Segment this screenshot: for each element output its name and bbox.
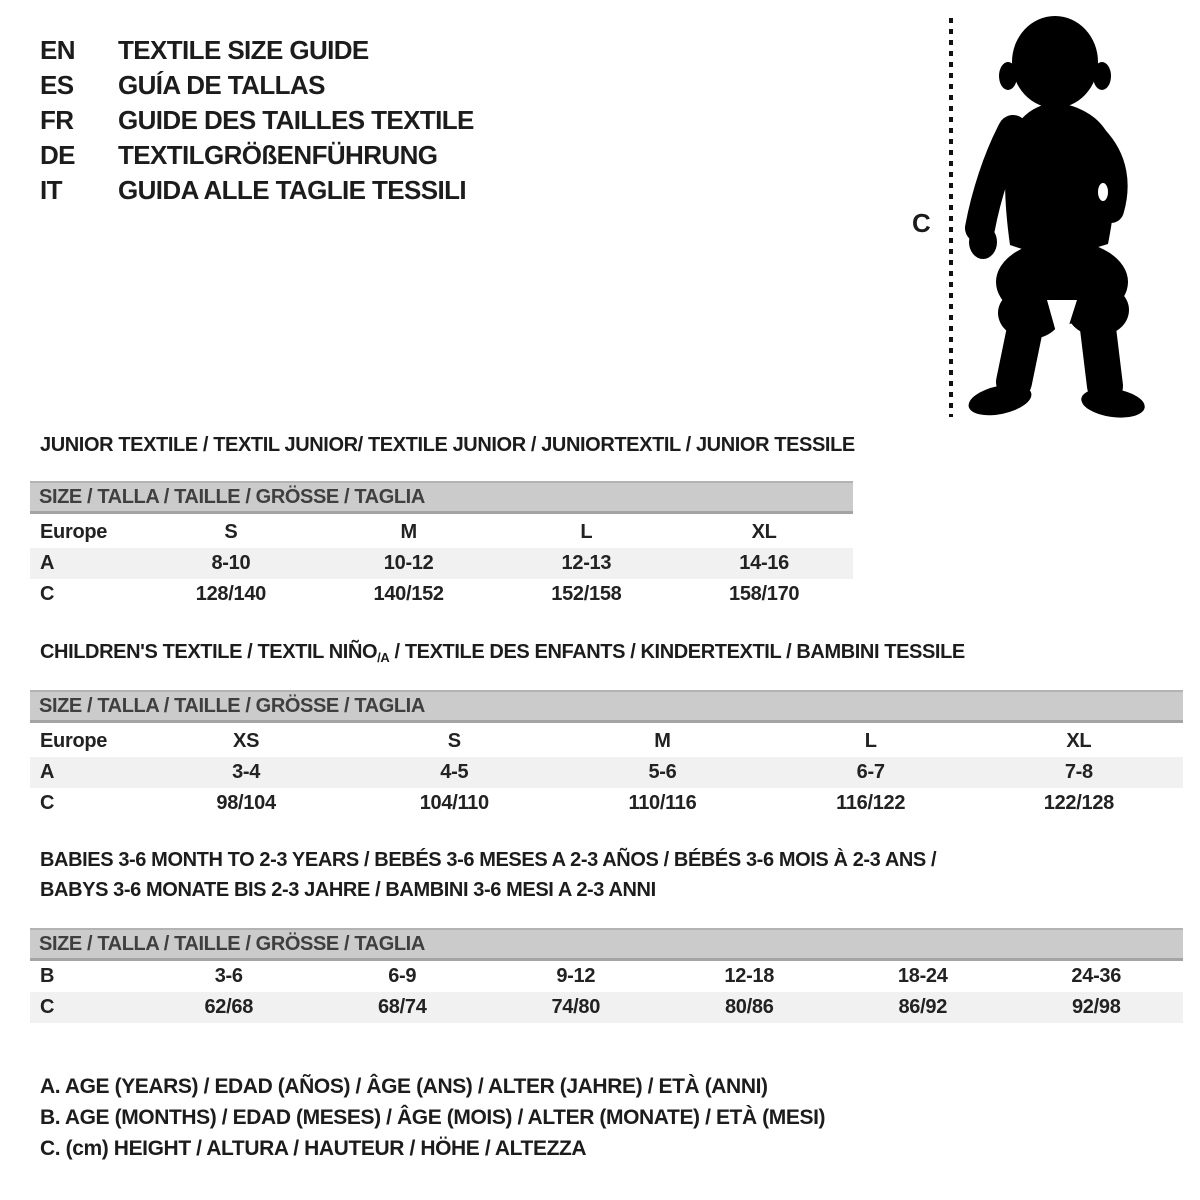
children-height-row <box>30 788 1183 819</box>
value-cell: 6-7 <box>856 761 885 783</box>
babies-size-header-bar: SIZE / TALLA / TAILLE / GRÖSSE / TAGLIA <box>30 928 1183 961</box>
junior-column-header-row <box>30 517 853 548</box>
language-row-de <box>40 138 474 173</box>
col-header-cell: Europe <box>40 730 108 752</box>
value-cell: 158/170 <box>729 583 800 605</box>
col-header-cell: M <box>400 521 417 543</box>
language-code: EN <box>40 35 75 65</box>
guide-title-es: GUÍA DE TALLAS <box>118 70 325 100</box>
value-cell: 92/98 <box>1071 996 1121 1018</box>
value-cell: 116/122 <box>836 792 906 814</box>
value-cell: 62/68 <box>204 996 254 1018</box>
language-code: FR <box>40 105 74 135</box>
value-cell: 104/110 <box>419 792 489 814</box>
value-cell: 122/128 <box>1043 792 1114 814</box>
children-age-row <box>30 757 1183 788</box>
language-row-es <box>40 68 474 103</box>
language-code: ES <box>40 70 74 100</box>
children-title-text: CHILDREN'S TEXTILE / TEXTIL NIÑO <box>40 641 378 663</box>
value-cell: 152/158 <box>551 583 622 605</box>
value-cell: 86/92 <box>898 996 948 1018</box>
value-cell: 5-6 <box>648 761 677 783</box>
babies-size-table <box>30 961 1183 1023</box>
col-header-cell: XS <box>233 730 260 752</box>
language-row-it <box>40 173 474 208</box>
babies-height-row <box>30 992 1183 1023</box>
col-header-cell: S <box>224 521 238 543</box>
value-cell: 68/74 <box>377 996 427 1018</box>
language-row-fr <box>40 103 474 138</box>
value-cell: 24-36 <box>1071 965 1122 987</box>
junior-age-row <box>30 548 853 579</box>
value-cell: 14-16 <box>739 552 789 574</box>
junior-section-title: JUNIOR TEXTILE / TEXTIL JUNIOR/ TEXTILE JUNIOR / JUNIORTEXTIL / JUNIOR TESSILE <box>40 434 855 456</box>
baby-figure <box>900 0 1200 430</box>
value-cell: 12-18 <box>724 965 775 987</box>
guide-title-de: TEXTILGRÖßENFÜHRUNG <box>118 140 438 170</box>
guide-title-fr: GUIDE DES TAILLES TEXTILE <box>118 105 474 135</box>
children-column-header-row <box>30 726 1183 757</box>
children-size-header-bar: SIZE / TALLA / TAILLE / GRÖSSE / TAGLIA <box>30 690 1183 723</box>
guide-title-en: TEXTILE SIZE GUIDE <box>118 35 369 65</box>
row-label-cell: C <box>40 583 55 605</box>
col-header-cell: L <box>864 730 877 752</box>
children-size-table <box>30 726 1183 819</box>
junior-size-header-bar: SIZE / TALLA / TAILLE / GRÖSSE / TAGLIA <box>30 481 853 514</box>
row-label-cell: A <box>40 552 55 574</box>
children-title-text: / TEXTILE DES ENFANTS / KINDERTEXTIL / BAMBINI TESSILE <box>389 641 965 663</box>
value-cell: 98/104 <box>216 792 276 814</box>
col-header-cell: M <box>654 730 671 752</box>
row-label-cell: A <box>40 761 55 783</box>
col-header-cell: XL <box>1066 730 1092 752</box>
value-cell: 7-8 <box>1064 761 1093 783</box>
col-header-cell: S <box>447 730 461 752</box>
babies-age-row <box>30 961 1183 992</box>
children-section-title <box>40 641 965 665</box>
value-cell: 3-4 <box>232 761 261 783</box>
value-cell: 12-13 <box>561 552 612 574</box>
value-cell: 8-10 <box>211 552 251 574</box>
value-cell: 80/86 <box>724 996 774 1018</box>
guide-title-it: GUIDA ALLE TAGLIE TESSILI <box>118 175 467 205</box>
junior-height-row <box>30 579 853 610</box>
height-measure-label: C <box>912 208 931 238</box>
silhouette-head <box>1012 16 1098 108</box>
value-cell: 128/140 <box>195 583 266 605</box>
legend-line-a: A. AGE (YEARS) / EDAD (AÑOS) / ÂGE (ANS) / ALTER (JAHRE) / ETÀ (ANNI) <box>40 1075 768 1098</box>
row-label-cell: C <box>40 792 55 814</box>
legend-line-b: B. AGE (MONTHS) / EDAD (MESES) / ÂGE (MOIS) / ALTER (MONATE) / ETÀ (MESI) <box>40 1106 826 1129</box>
legend-line-c: C. (cm) HEIGHT / ALTURA / HAUTEUR / HÖHE / ALTEZZA <box>40 1137 587 1160</box>
junior-size-table <box>30 517 853 610</box>
value-cell: 18-24 <box>897 965 948 987</box>
language-code: IT <box>40 175 62 205</box>
col-header-cell: Europe <box>40 521 108 543</box>
language-row-en <box>40 33 474 68</box>
babies-title-line1: BABIES 3-6 MONTH TO 2-3 YEARS / BEBÉS 3-6 MESES A 2-3 AÑOS / BÉBÉS 3-6 MOIS À 2-3 ANS / <box>40 849 937 871</box>
col-header-cell: L <box>580 521 593 543</box>
value-cell: 74/80 <box>551 996 601 1018</box>
language-title-list <box>40 33 474 208</box>
value-cell: 3-6 <box>214 965 243 987</box>
value-cell: 10-12 <box>383 552 434 574</box>
children-title-subscript: /A <box>377 650 390 665</box>
row-label-cell: C <box>40 996 55 1018</box>
measure-legend <box>40 1071 825 1164</box>
babies-title-line2: BABYS 3-6 MONATE BIS 2-3 JAHRE / BAMBINI 3-6 MESI A 2-3 ANNI <box>40 879 656 901</box>
value-cell: 4-5 <box>440 761 469 783</box>
value-cell: 140/152 <box>373 583 444 605</box>
value-cell: 110/116 <box>628 792 697 814</box>
value-cell: 6-9 <box>388 965 417 987</box>
babies-section-title <box>40 845 936 905</box>
row-label-cell: B <box>40 965 55 987</box>
baby-silhouette-figure <box>900 0 1200 430</box>
value-cell: 9-12 <box>556 965 596 987</box>
col-header-cell: XL <box>751 521 777 543</box>
language-code: DE <box>40 140 75 170</box>
